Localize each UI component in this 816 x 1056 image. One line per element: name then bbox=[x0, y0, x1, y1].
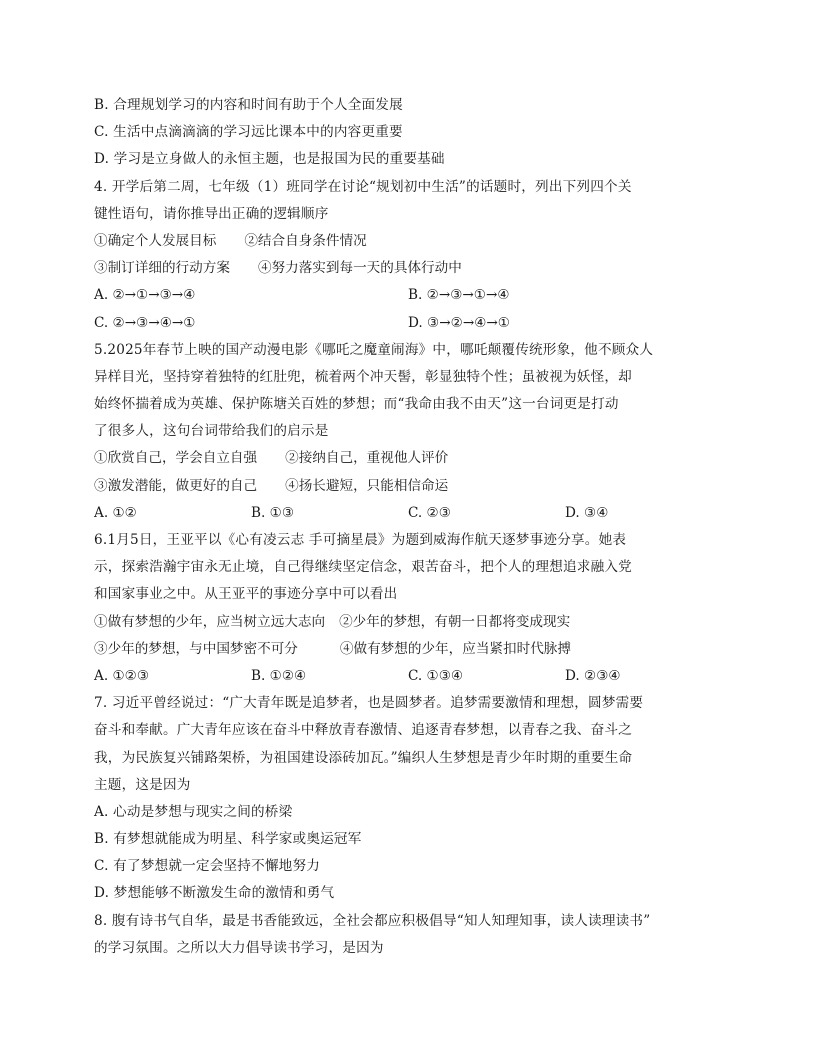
q5-stem-line: 5.2025年春节上映的国产动漫电影《哪吒之魔童闹海》中，哪吒颠覆传统形象，他不顾众人 bbox=[94, 341, 654, 358]
q6-option-b[interactable]: B. ①②④ bbox=[251, 667, 307, 684]
q4-option-b[interactable]: B. ②→③→①→④ bbox=[408, 287, 510, 304]
q6-option-d[interactable]: D. ②③④ bbox=[565, 667, 621, 684]
q4-option-c[interactable]: C. ②→③→④→① bbox=[94, 314, 196, 331]
q8-stem-line: 的学习氛围。之所以大力倡导读书学习，是因为 bbox=[94, 939, 384, 956]
q4-item-4: ④努力落实到每一天的具体行动中 bbox=[257, 260, 462, 277]
q6-items-row bbox=[94, 609, 734, 636]
q4-option-d[interactable]: D. ③→②→④→① bbox=[408, 314, 510, 331]
q7-stem-line: 主题，这是因为 bbox=[94, 776, 191, 793]
q5-item-2: ②接纳自己，重视他人评价 bbox=[285, 450, 449, 467]
q8-stem-line: 8. 腹有诗书气自华，最是书香能致远，全社会都应积极倡导“知人知理知事，读人读理读书” bbox=[94, 912, 651, 929]
q5-options-row bbox=[94, 500, 734, 527]
q4-item-1: ①确定个人发展目标 bbox=[94, 232, 217, 249]
q4-options-row bbox=[94, 310, 734, 337]
q4-options-row bbox=[94, 282, 734, 309]
q3-option-d: D. 学习是立身做人的永恒主题，也是报国为民的重要基础 bbox=[94, 151, 445, 168]
q5-items-row bbox=[94, 473, 734, 500]
q3-option-b: B. 合理规划学习的内容和时间有助于个人全面发展 bbox=[94, 97, 403, 113]
q6-item-3: ③少年的梦想，与中国梦密不可分 bbox=[94, 640, 298, 657]
q6-item-4: ④做有梦想的少年，应当紧扣时代脉搏 bbox=[339, 640, 571, 657]
q7-stem-line: 奋斗和奉献。广大青年应该在奋斗中释放青春激情、追逐青春梦想，以青春之我、奋斗之 bbox=[94, 722, 632, 739]
q5-option-d[interactable]: D. ③④ bbox=[565, 504, 609, 521]
q7-option-a[interactable]: A. 心动是梦想与现实之间的桥梁 bbox=[94, 803, 293, 820]
q5-option-c[interactable]: C. ②③ bbox=[408, 504, 451, 521]
q4-item-2: ②结合自身条件情况 bbox=[244, 232, 367, 249]
q7-option-b[interactable]: B. 有梦想就能成为明星、科学家或奥运冠军 bbox=[94, 831, 362, 848]
q5-stem-line: 了很多人，这句台词带给我们的启示是 bbox=[94, 423, 329, 440]
q5-item-1: ①欣赏自己，学会自立自强 bbox=[94, 450, 258, 467]
q6-item-2: ②少年的梦想，有朝一日都将变成现实 bbox=[339, 613, 571, 630]
q6-options-row bbox=[94, 663, 734, 690]
q5-option-b[interactable]: B. ①③ bbox=[251, 504, 295, 521]
q5-item-4: ④扬长避短，只能相信命运 bbox=[285, 477, 449, 494]
q5-stem-line: 始终怀揣着成为英雄、保护陈塘关百姓的梦想；而“我命由我不由天”这一台词更是打动 bbox=[94, 396, 619, 413]
q6-stem-line: 6.1月5日，王亚平以《心有凌云志 手可摘星晨》为题到威海作航天逐梦事迹分享。她表 bbox=[94, 532, 627, 548]
q7-option-c[interactable]: C. 有了梦想就一定会坚持不懈地努力 bbox=[94, 858, 321, 875]
q4-stem-line: 4. 开学后第二周，七年级（1）班同学在讨论“规划初中生活”的话题时，列出下列四个关 bbox=[94, 178, 632, 195]
q3-option-c: C. 生活中点滴滴滴的学习远比课本中的内容更重要 bbox=[94, 124, 403, 141]
q5-option-a[interactable]: A. ①② bbox=[94, 504, 137, 521]
q5-stem-line: 异样目光，坚持穿着独特的红肚兜，梳着两个冲天髻，彰显独特个性；虽被视为妖怪，却 bbox=[94, 368, 632, 385]
q4-items-row bbox=[94, 228, 734, 255]
exam-page bbox=[94, 92, 734, 962]
q5-item-3: ③激发潜能，做更好的自己 bbox=[94, 477, 258, 494]
q6-stem-line: 和国家事业之中。从王亚平的事迹分享中可以看出 bbox=[94, 586, 398, 603]
q7-stem-line: 我，为民族复兴铺路架桥，为祖国建设添砖加瓦。”编织人生梦想是青少年时期的重要生命 bbox=[94, 749, 633, 766]
q7-option-d[interactable]: D. 梦想能够不断激发生命的激情和勇气 bbox=[94, 885, 335, 902]
q4-item-3: ③制订详细的行动方案 bbox=[94, 260, 230, 277]
q6-stem-line: 示，探索浩瀚宇宙永无止境，自己得继续坚定信念，艰苦奋斗，把个人的理想追求融入党 bbox=[94, 559, 632, 576]
q6-option-c[interactable]: C. ①③④ bbox=[408, 667, 464, 684]
q6-option-a[interactable]: A. ①②③ bbox=[94, 667, 150, 684]
q6-item-1: ①做有梦想的少年，应当树立远大志向 bbox=[94, 613, 326, 630]
q4-option-a[interactable]: A. ②→①→③→④ bbox=[94, 287, 196, 304]
q7-stem-line: 7. 习近平曾经说过：“广大青年既是追梦者，也是圆梦者。追梦需要激情和理想，圆梦需要 bbox=[94, 695, 644, 712]
q4-stem-line: 键性语句，请你推导出正确的逻辑顺序 bbox=[94, 205, 329, 222]
q5-items-row bbox=[94, 445, 734, 472]
q6-items-row bbox=[94, 636, 734, 663]
q4-items-row bbox=[94, 255, 734, 282]
